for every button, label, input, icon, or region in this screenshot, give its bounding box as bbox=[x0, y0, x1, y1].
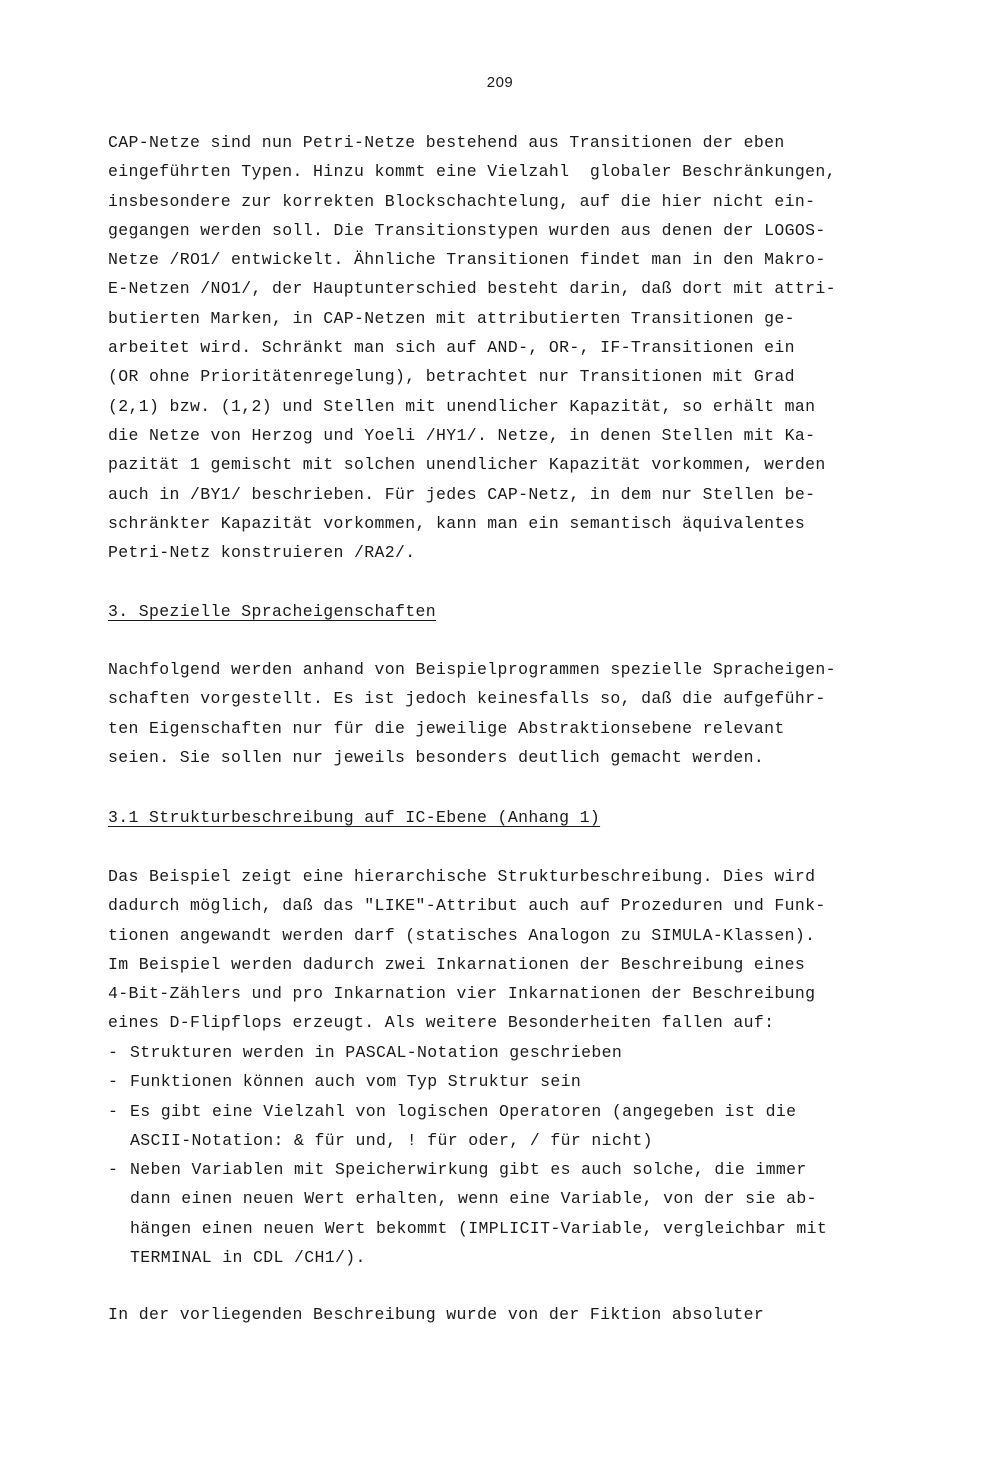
text-line: die Netze von Herzog und Yoeli /HY1/. Netze, in denen Stellen mit Ka- bbox=[108, 425, 816, 445]
list-item-text: TERMINAL in CDL /CH1/). bbox=[130, 1248, 366, 1268]
list-item bbox=[108, 1038, 908, 1067]
text-line: Netze /RO1/ entwickelt. Ähnliche Transitionen findet man in den Makro- bbox=[108, 250, 826, 270]
text-line: arbeitet wird. Schränkt man sich auf AND-, OR-, IF-Transitionen ein bbox=[108, 338, 795, 358]
text-line: ten Eigenschaften nur für die jeweilige Abstraktionsebene relevant bbox=[108, 718, 785, 738]
text-line: schaften vorgestellt. Es ist jedoch keinesfalls so, daß die aufgeführ- bbox=[108, 689, 826, 709]
text-line: gegangen werden soll. Die Transitionstypen wurden aus denen der LOGOS- bbox=[108, 220, 826, 240]
list-item-text: hängen einen neuen Wert bekommt (IMPLICIT-Variable, vergleichbar mit bbox=[130, 1218, 828, 1238]
paragraph-spracheigenschaften bbox=[108, 655, 908, 772]
text-line: Das Beispiel zeigt eine hierarchische Strukturbeschreibung. Dies wird bbox=[108, 867, 816, 886]
text-line: auch in /BY1/ beschrieben. Für jedes CAP-Netz, in dem nur Stellen be- bbox=[108, 484, 816, 504]
list-bullet: - bbox=[108, 1072, 119, 1092]
text-line: CAP-Netze sind nun Petri-Netze bestehend aus Transitionen der eben bbox=[108, 133, 785, 152]
list-bullet: - bbox=[108, 1043, 119, 1062]
text-line: tionen angewandt werden darf (statisches Analogon zu SIMULA-Klassen). bbox=[108, 925, 816, 945]
text-line: Nachfolgend werden anhand von Beispielprogrammen spezielle Spracheigen- bbox=[108, 660, 836, 679]
section-heading-3: 3. Spezielle Spracheigenschaften bbox=[108, 602, 437, 621]
text-line: In der vorliegenden Beschreibung wurde von der Fiktion absoluter bbox=[108, 1305, 765, 1324]
list-item bbox=[108, 1097, 908, 1156]
list-item-text: Strukturen werden in PASCAL-Notation geschrieben bbox=[130, 1043, 623, 1062]
list-item-text: Neben Variablen mit Speicherwirkung gibt es auch solche, die immer bbox=[130, 1160, 807, 1180]
section-heading-3-1: 3.1 Strukturbeschreibung auf IC-Ebene (Anhang 1) bbox=[108, 808, 601, 827]
paragraph-fiktion bbox=[108, 1300, 908, 1329]
paragraph-cap-netze bbox=[108, 128, 908, 567]
list-bullet: - bbox=[108, 1160, 119, 1180]
list-item-text: Es gibt eine Vielzahl von logischen Operatoren (angegeben ist die bbox=[130, 1101, 797, 1121]
text-line: dadurch möglich, daß das "LIKE"-Attribut auch auf Prozeduren und Funk- bbox=[108, 896, 826, 916]
paragraph-strukturbeschreibung bbox=[108, 862, 908, 1038]
text-line: butierten Marken, in CAP-Netzen mit attributierten Transitionen ge- bbox=[108, 308, 795, 328]
list-item-text: ASCII-Notation: & für und, ! für oder, / für nicht) bbox=[130, 1130, 653, 1150]
text-line: (2,1) bzw. (1,2) und Stellen mit unendlicher Kapazität, so erhält man bbox=[108, 396, 816, 416]
list-item bbox=[108, 1155, 908, 1272]
text-line: eingeführten Typen. Hinzu kommt eine Vielzahl globaler Beschränkungen, bbox=[108, 162, 836, 182]
text-line: seien. Sie sollen nur jeweils besonders deutlich gemacht werden. bbox=[108, 747, 765, 767]
text-line: eines D-Flipflops erzeugt. Als weitere Besonderheiten fallen auf: bbox=[108, 1013, 775, 1033]
text-line: schränkter Kapazität vorkommen, kann man ein semantisch äquivalentes bbox=[108, 513, 806, 533]
list-item-text: dann einen neuen Wert erhalten, wenn eine Variable, von der sie ab- bbox=[130, 1189, 817, 1209]
text-line: 4-Bit-Zählers und pro Inkarnation vier Inkarnationen der Beschreibung bbox=[108, 984, 816, 1004]
text-line: Im Beispiel werden dadurch zwei Inkarnationen der Beschreibung eines bbox=[108, 954, 806, 974]
feature-list bbox=[108, 1038, 908, 1272]
page-number: 209 bbox=[486, 74, 514, 91]
list-bullet: - bbox=[108, 1101, 119, 1121]
list-item bbox=[108, 1067, 908, 1096]
list-item-text: Funktionen können auch vom Typ Struktur sein bbox=[130, 1072, 582, 1092]
text-line: Petri-Netz konstruieren /RA2/. bbox=[108, 543, 416, 563]
text-line: pazität 1 gemischt mit solchen unendlicher Kapazität vorkommen, werden bbox=[108, 455, 826, 475]
text-line: E-Netzen /NO1/, der Hauptunterschied besteht darin, daß dort mit attri- bbox=[108, 279, 836, 299]
text-line: (OR ohne Prioritätenregelung), betrachtet nur Transitionen mit Grad bbox=[108, 367, 795, 387]
text-line: insbesondere zur korrekten Blockschachtelung, auf die hier nicht ein- bbox=[108, 191, 816, 211]
